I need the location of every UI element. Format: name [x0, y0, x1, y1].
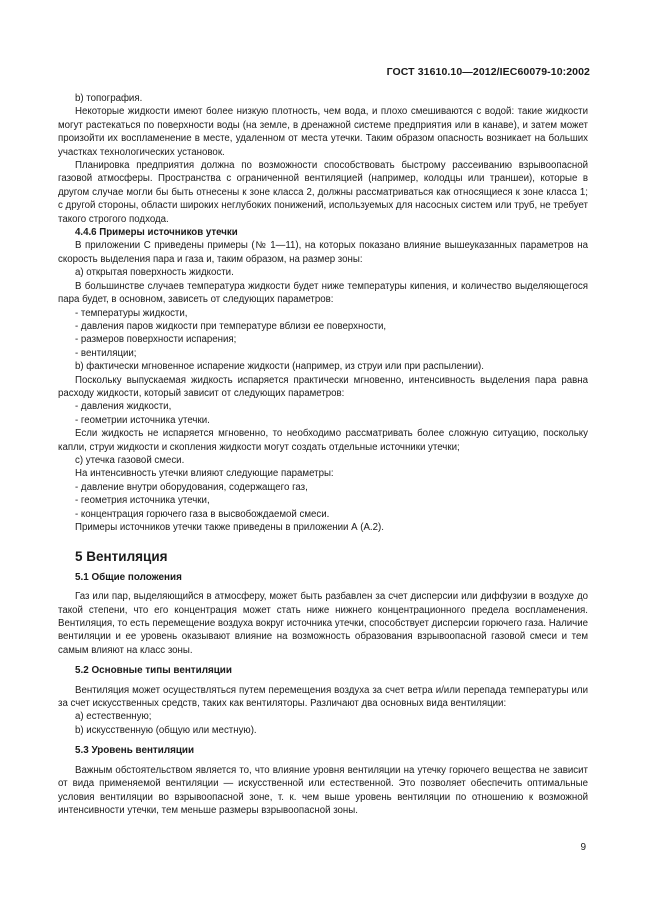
paragraph: Планировка предприятия должна по возможности способствовать быстрому рассеиванию взрывоопасной газовой атмосферы. Пространства с ограниченной вентиляцией (например, колодцы или траншеи), которые в другом случае могли бы быть отнесены к зоне класса 2, должны рассматриваться как относящиеся к зоне класса 1; с другой стороны, области широких неглубоких понижений, используемых для насосных систем или труб, не требует такого строгого подхода.	[58, 160, 588, 225]
paragraph: Важным обстоятельством является то, что влияние уровня вентиляции на утечку горючего вещества не зависит от вида применяемой вентиляции — искусственной или естественной. Это позволяет обеспечить оптимальные условия вентиляции во взрывоопасной зоне, т. к. чем выше уровень вентиляции по отношению к возможной интенсивности утечки, тем меньше размеры взрывоопасной зоны.	[58, 764, 588, 816]
page-header: ГОСТ 31610.10—2012/IEC60079-10:2002	[386, 66, 590, 78]
subsection-title-5-2: 5.2 Основные типы вентиляции	[75, 665, 232, 677]
list-item: - давления паров жидкости при температуре вблизи ее поверхности,	[75, 320, 387, 332]
section-title-5: 5 Вентиляция	[75, 549, 168, 565]
paragraph: В приложении С приведены примеры (№ 1—11), на которых показано влияние вышеуказанных параметров на скорость выделения пара и газа и, таким образом, на размер зоны:	[58, 240, 588, 265]
subsection-title-4-4-6: 4.4.6 Примеры источников утечки	[75, 227, 238, 239]
list-item: - давление внутри оборудования, содержащего газ,	[75, 481, 308, 493]
paragraph: Некоторые жидкости имеют более низкую плотность, чем вода, и плохо смешиваются с водой: такие жидкости могут растекаться по поверхности воды (на земле, в дренажной системе предприятия или в канаве), и затем может произойти их воспламенение в месте, удаленном от места утечки. Таким образом опасность возникает на больших участках технологических установок.	[58, 106, 588, 158]
paragraph: Если жидкость не испаряется мгновенно, то необходимо рассматривать более сложную ситуацию, поскольку капли, струи жидкости и скопления жидкости могут создать отдельные источники утечки;	[58, 428, 588, 453]
list-item: b) фактически мгновенное испарение жидкости (например, из струи или при распылении).	[75, 361, 484, 373]
list-item: - давления жидкости,	[75, 401, 172, 413]
paragraph: b) топография.	[75, 93, 143, 104]
paragraph: Поскольку выпускаемая жидкость испаряется практически мгновенно, интенсивность выделения пара равна расходу жидкости, который зависит от следующих параметров:	[58, 374, 588, 399]
list-item: - вентиляции;	[75, 347, 137, 359]
list-item: a) открытая поверхность жидкости.	[75, 267, 234, 279]
list-item: - геометрии источника утечки.	[75, 414, 210, 426]
list-item: - геометрия источника утечки,	[75, 495, 210, 507]
list-item: - размеров поверхности испарения;	[75, 334, 237, 346]
list-item: b) искусственную (общую или местную).	[75, 724, 257, 736]
list-item: a) естественную;	[75, 711, 152, 723]
document-body	[58, 92, 588, 817]
paragraph: Вентиляция может осуществляться путем перемещения воздуха за счет ветра и/или перепада температуры или за счет искусственных средств, таких как вентиляторы. Различают два основных вида вентиляции:	[58, 684, 588, 710]
subsection-title-5-1: 5.1 Общие положения	[75, 571, 182, 583]
list-item: c) утечка газовой смеси.	[75, 454, 185, 466]
list-item: - концентрация горючего газа в высвобождаемой смеси.	[75, 508, 330, 520]
subsection-title-5-3: 5.3 Уровень вентиляции	[75, 745, 195, 757]
paragraph: Газ или пар, выделяющийся в атмосферу, может быть разбавлен за счет дисперсии или диффузии в воздухе до такой степени, что его концентрация может стать ниже нижнего концентрационного предела воспламенения. Вентиляция, то есть перемещение воздуха вокруг источника утечки, способствует дисперсии горючего газа. Наличие вентиляции и ее уровень оказывают влияние на возможность образования взрывоопасной газовой смеси и тем самым влияют на класс зоны.	[58, 591, 588, 656]
page-number: 9	[580, 842, 586, 853]
paragraph: Примеры источников утечки также приведены в приложении А (А.2).	[75, 522, 384, 533]
paragraph: На интенсивность утечки влияют следующие параметры:	[75, 468, 334, 480]
paragraph: В большинстве случаев температура жидкости будет ниже температуры кипения, и количество выделяющегося пара будет, в основном, зависеть от следующих параметров:	[58, 280, 588, 306]
list-item: - температуры жидкости,	[75, 307, 188, 319]
